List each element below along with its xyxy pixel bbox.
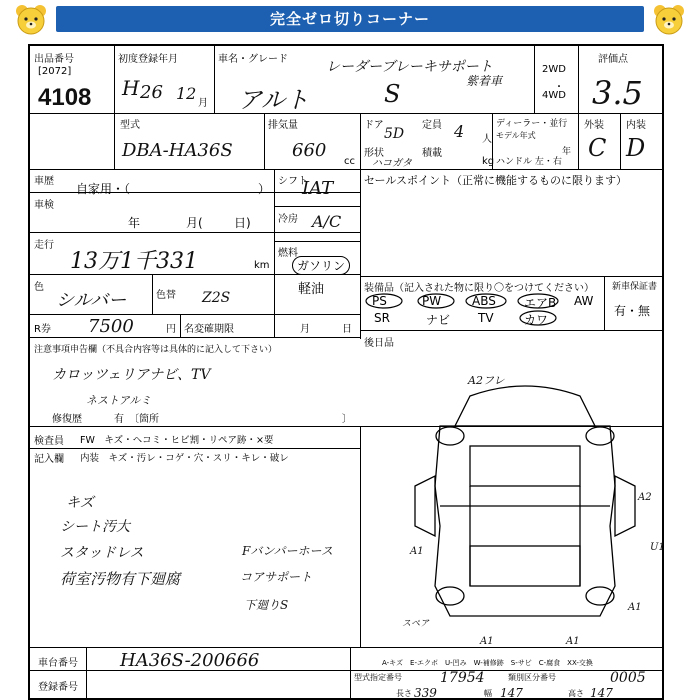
kg-unit: kg bbox=[482, 156, 495, 167]
inspector-row-2: 内装 キズ・汚レ・コゲ・穴・スリ・キレ・破レ bbox=[80, 453, 289, 464]
ac-label: 冷房 bbox=[278, 214, 298, 225]
damage-mark: スペア bbox=[402, 619, 430, 629]
auction-sheet: 出品番号 [2072] 4108 初度登録年月 H 26 12 月 車名・グレード レーダーブレーキサポート 紫着車 アルト S 2WD ・ 4WD 評価点 3.5 型式 DBA-HA36S 排気量 660 cc ドア 5D 定員 4 人 形状 ハコガタ 積載 kg ディーラー・並行 モデル年式 年 ハンドル 左・右 外装 内装 C D 車歴 自家用・（ ） 車検 年 月( 日) 走行 13万1千331 km 色 シルバー 色替 Z2S R券 7500 円 名変確期限 月 日 注意事項申告欄（不具合内容等は具体的に記入して下さい） カロッツェリアナビ、TV ネストアルミ 修復歴 有 〔箇所 〕 シフト IAT 冷房 A/C 燃料 ガソリン 軽油 セールスポイント（正常に機能するものに限ります） 装備品（記入された物に限り〇をつけてください） 新車保証書 有・無 PS PW ABS エアB AW SR ナビ TV カワ 後日品 A2フレ A2 A1 U1 A1 A1 A1 スペア A-キズ E-エクボ U-凹み W-補修跡 S-サビ C-腐食 XX-交換 検査員 記入欄 FW キズ・ヘコミ・ヒビ割・リペア跡・×要 内装 キズ・汚レ・コゲ・穴・スリ・キレ・破レ キズ シート汚大 スタッドレス 荷室汚物有下廻腐 Fバンパーホース コアサポート 下廻りS 車台番号 HA36S-200666 登録番号 型式指定番号 17954 類別区分番号 0005 長さ 339 幅 147 高さ 147 bbox=[28, 44, 664, 700]
model-value: DBA-HA36S bbox=[122, 140, 233, 161]
hw-note: スタッドレス bbox=[60, 545, 144, 561]
hw-note: 荷室汚物有下廻腐 bbox=[60, 570, 181, 588]
person-unit: 人 bbox=[482, 134, 492, 145]
two-wd-label: 2WD bbox=[542, 64, 566, 75]
chassis-number: HA36S-200666 bbox=[120, 650, 260, 671]
car-grade: S bbox=[384, 80, 401, 108]
fuel-label: 燃料 bbox=[278, 248, 298, 259]
hw-note: 下廻りS bbox=[244, 598, 289, 612]
score-label: 評価点 bbox=[598, 54, 628, 65]
dealer-label: ディーラー・並行 bbox=[496, 119, 568, 129]
lot-number: 4108 bbox=[38, 84, 92, 111]
width-label: 幅 bbox=[484, 689, 492, 698]
equip-pw: PW bbox=[422, 294, 442, 308]
warranty-value: 有・無 bbox=[614, 304, 651, 318]
chassis-label: 車台番号 bbox=[38, 658, 78, 669]
shift-value: IAT bbox=[302, 178, 334, 199]
notes-label: 注意事項申告欄（不具合内容等は具体的に記入して下さい） bbox=[34, 345, 278, 355]
width-value: 147 bbox=[500, 686, 523, 700]
color-value: シルバー bbox=[56, 290, 127, 311]
first-registration-label: 初度登録年月 bbox=[118, 54, 178, 65]
exterior-label: 外装 bbox=[584, 120, 604, 131]
damage-mark: U1 bbox=[650, 542, 665, 553]
name-change-day: 日 bbox=[342, 324, 352, 335]
equip-navi: ナビ bbox=[426, 313, 451, 327]
first-registration-era: H bbox=[122, 76, 140, 100]
spec-number: 17954 bbox=[440, 670, 485, 686]
mileage-value: 13万1千331 bbox=[70, 249, 198, 274]
spec-label: 型式指定番号 bbox=[354, 673, 402, 682]
equip-aw: AW bbox=[574, 294, 594, 308]
recycle-value: 7500 bbox=[88, 316, 134, 337]
first-registration-month-unit: 月 bbox=[198, 98, 208, 109]
equip-tv: TV bbox=[478, 311, 494, 325]
displacement-label: 排気量 bbox=[268, 120, 298, 131]
color-no-label: 色替 bbox=[156, 290, 176, 301]
score-value: 3.5 bbox=[592, 74, 643, 112]
recycle-label: R券 bbox=[34, 324, 51, 335]
registration-label: 登録番号 bbox=[38, 682, 78, 693]
damage-mark: A2 bbox=[638, 492, 652, 503]
equip-leather: カワ bbox=[524, 313, 549, 327]
repair-value: 有 〔箇所 bbox=[114, 414, 159, 425]
damage-mark: A2フレ bbox=[468, 374, 505, 387]
grade-note-2: 紫着車 bbox=[466, 74, 503, 88]
bear-mascot-icon bbox=[14, 3, 48, 37]
hw-note: コアサポート bbox=[240, 570, 313, 584]
usage-label: 車歴 bbox=[34, 176, 54, 187]
name-change-month: 月 bbox=[300, 324, 310, 335]
damage-mark: A1 bbox=[480, 636, 494, 647]
name-change-label: 名変確期限 bbox=[184, 324, 234, 335]
post-fit-label: 後日品 bbox=[364, 338, 394, 349]
lot-number-label: 出品番号 bbox=[34, 54, 74, 65]
length-value: 339 bbox=[414, 686, 437, 700]
km-unit: km bbox=[254, 260, 270, 271]
equip-airbag: エアB bbox=[524, 296, 557, 310]
handle-label: ハンドル 左・右 bbox=[496, 157, 562, 167]
equip-abs: ABS bbox=[472, 294, 496, 308]
equipment-circles bbox=[364, 290, 604, 330]
usage-value: 自家用・（ bbox=[76, 182, 131, 196]
height-label: 高さ bbox=[568, 689, 584, 698]
mileage-label: 走行 bbox=[34, 240, 54, 251]
fuel-gasoline: ガソリン bbox=[292, 256, 350, 275]
inspection-day-unit: 日) bbox=[234, 216, 251, 230]
first-registration-year: 26 bbox=[140, 82, 163, 103]
shift-label: シフト bbox=[278, 176, 308, 187]
four-wd-label: 4WD bbox=[542, 90, 566, 101]
warranty-label: 新車保証書 bbox=[612, 282, 658, 292]
bear-mascot-icon bbox=[652, 3, 686, 37]
note-1: カロッツェリアナビ、TV bbox=[52, 367, 211, 383]
height-value: 147 bbox=[590, 686, 613, 700]
first-registration-month: 12 bbox=[176, 84, 197, 103]
inspector-label: 検査員 bbox=[34, 436, 64, 447]
shape-value: ハコガタ bbox=[372, 158, 412, 169]
damage-mark: A1 bbox=[628, 602, 642, 613]
load-label: 積載 bbox=[422, 148, 442, 159]
lot-sub: [2072] bbox=[38, 66, 72, 77]
usage-close: ） bbox=[258, 182, 271, 196]
displacement-value: 660 bbox=[292, 140, 327, 161]
class-number: 0005 bbox=[610, 670, 646, 686]
door-value: 5D bbox=[384, 126, 405, 142]
repair-close: 〕 bbox=[342, 414, 352, 425]
banner-title: 完全ゼロ切りコーナー bbox=[56, 6, 644, 32]
equip-sr: SR bbox=[374, 311, 390, 325]
length-label: 長さ bbox=[396, 689, 412, 698]
ac-value: A/C bbox=[312, 212, 342, 231]
hw-note: キズ bbox=[66, 495, 94, 511]
yen-unit: 円 bbox=[166, 324, 176, 335]
interior-grade: D bbox=[626, 134, 646, 162]
equip-ps: PS bbox=[372, 294, 387, 308]
writer-label: 記入欄 bbox=[34, 454, 64, 465]
capacity-value: 4 bbox=[454, 122, 465, 141]
color-label: 色 bbox=[34, 282, 44, 293]
hw-note: シート汚大 bbox=[60, 519, 130, 535]
exterior-grade: C bbox=[588, 134, 607, 162]
hw-note: Fバンパーホース bbox=[242, 544, 333, 558]
color-no-value: Z2S bbox=[202, 290, 231, 306]
inspector-row-1: FW キズ・ヘコミ・ヒビ割・リペア跡・×要 bbox=[80, 435, 274, 446]
damage-mark: A1 bbox=[566, 636, 580, 647]
interior-label: 内装 bbox=[626, 120, 646, 131]
capacity-label: 定員 bbox=[422, 120, 442, 131]
shape-label: 形状 bbox=[364, 148, 384, 159]
sales-point-label: セールスポイント（正常に機能するものに限ります） bbox=[364, 174, 628, 187]
car-name: アルト bbox=[238, 86, 310, 114]
equipment-label: 装備品（記入された物に限り〇をつけてください） bbox=[364, 283, 594, 294]
note-2: ネストアルミ bbox=[86, 394, 152, 407]
top-banner bbox=[0, 0, 700, 40]
year-unit: 年 bbox=[562, 147, 572, 157]
model-year-label: モデル年式 bbox=[496, 131, 536, 140]
door-label: ドア bbox=[364, 120, 384, 131]
damage-legend: A-キズ E-エクボ U-凹み W-補修跡 S-サビ C-腐食 XX-交換 bbox=[382, 659, 593, 667]
model-label: 型式 bbox=[120, 120, 140, 131]
repair-label: 修復歴 bbox=[52, 414, 82, 425]
inspection-year-unit: 年 bbox=[128, 216, 141, 230]
car-name-label: 車名・グレード bbox=[218, 54, 288, 65]
fuel-diesel: 軽油 bbox=[298, 282, 325, 297]
inspection-month-unit: 月( bbox=[186, 216, 203, 230]
cc-unit: cc bbox=[344, 156, 355, 167]
damage-mark: A1 bbox=[410, 546, 424, 557]
class-label: 類別区分番号 bbox=[508, 673, 556, 682]
inspection-label: 車検 bbox=[34, 200, 54, 211]
grade-note: レーダーブレーキサポート bbox=[326, 59, 493, 75]
